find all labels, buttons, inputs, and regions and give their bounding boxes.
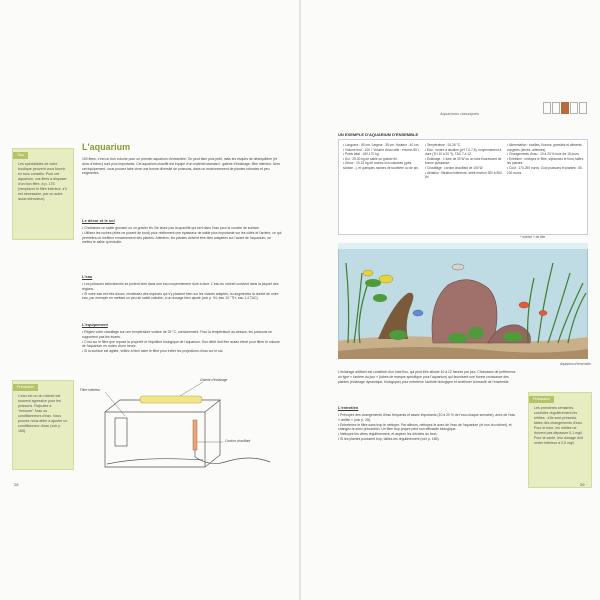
aquarium-illustration bbox=[338, 243, 588, 359]
decor-text: • Choisissez un sable grossier ou un gravier fin. Ne lavez pas la quantité qui sert dans l'eau pour la couche de surface. • Utilisez les roches (elles ne posent de bord) pour réellement une épaisseur de sable plus importante sur les côtés et l'arrière, ce qui permettra un meilleur enracinement des plantes. Attention, les plantes doivent être bien adaptées sur l'avant de l'aquarium, ne mettez le sable qu'ensuite. bbox=[82, 226, 282, 245]
intro-paragraph: 100 litres, c'est un bon volume pour un premier aquarium d'ensemble. On peut faire plus petit, mais les risques de déséquilibre (et donc d'échec) sont plus importants. Cet aquarium chauffé est équipé d'un matériel standard : galerie d'éclairage, filtre intérieur. Avec cet équipement, vous pouvez faire vivre une bonne diversité de poissons, dans un environnement de plantes robustes et peu exigeantes. bbox=[82, 157, 281, 176]
book-gutter bbox=[299, 0, 301, 600]
running-header: Aquariums classiques bbox=[440, 111, 479, 116]
sidebox-tag: Truc bbox=[13, 152, 28, 159]
subhead-decor: Le décor et le sol bbox=[82, 218, 115, 223]
example-title: UN EXEMPLE D'AQUARIUM D'ENSEMBLE bbox=[338, 132, 419, 137]
chapter-tabs bbox=[543, 102, 587, 114]
maintenance-text: • Prévoyez des changements d'eau fréquents et assez importants (10 à 20 % de l'eau chaque semaine), avec de l'eau « vieillie » (voir p. 28). • Entretenez le filtre sans trop le nettoyer. Par ailleurs, nettoyez-le avec de l'eau de l'aquarium (et non du robinet), et changez-le avec précaution. Un filtre trop propre perd son efficacité biologique. • Nettoyez les vitres régulièrement, et aspirez les déchets du fond. • Si les plantes poussent trop, taillez-les régulièrement (voir p. 165). bbox=[338, 413, 516, 441]
aquarium-sketch bbox=[85, 372, 285, 482]
example-box bbox=[338, 139, 588, 235]
label-filter: Filtre intérieur bbox=[80, 388, 101, 392]
aquarium-caption: Aquarium d'ensemble bbox=[560, 362, 591, 366]
eau-text: • Les poissons sélectionnés se portent bien dans une eau moyennement dure à dure. L'eau du robinet convient dans la plupart des régions. • Si votre eau est très douce, choisissez des espèces qui s'y plaisent bien sur les vivants adaptés, ou augmentez la dureté de votre eau, par exemple en mettant un peu de sable calcaire, à un dosage bien ajusté (voir p. 94, eau 10 °TH, eau 1,4 TAC). bbox=[82, 282, 279, 301]
example-col-2: • Température : 24-26 °C. • Eau : neutre à alcaline (pH 7,0-7,8), moyennement à dure (TH 10 à 20 °f), TAC 7 à 12. • Éclairage : 1 tube de 30 W ou un tube fluorescent de bonne puissance. • Chauffage : cordon chauffant de 100 W. • Aération : filtration intérieure, débit environ 300 à 500 l/h. bbox=[425, 143, 502, 180]
example-caption: * montre « de tôle bbox=[520, 235, 546, 239]
sidebox-tag: Précaution bbox=[13, 384, 38, 391]
section-title: L'aquarium bbox=[82, 142, 131, 152]
lighting-paragraph: L'éclairage artificiel est constitué d'un tube fluo, qui peut être allumé 10 à 12 heures par jour. Choisissez de préférence un type « lumière du jour » (tubes de marque spécifique pour l'aquarium) qui favorisent une bonne croissance des plantes (éclairage dynamique, biologique) pour entretenir l'activité biologique et améliorer la beauté de l'ensemble. bbox=[338, 370, 516, 384]
sidebox-text: Les spécialistes de votre boutique peuvent vous fournir en tous conseils. Pour cet aquarium, vos litres à disposer d'un bon filtre, à p. 178 (remplacer le filtre intérieur, s'il est nécessaire, par un autre aussi silencieux). bbox=[18, 162, 67, 201]
sidebox-precaution-right bbox=[528, 392, 592, 488]
sidebox-text: Les premières semaines, contrôlez régulièrement les nitrites : s'ils sont présents, faites des changements d'eau. Pour le tube, les nitrites ne doivent pas dépasser 0,1 mg/l. Pour la santé, leur dosage doit rester inférieur à 0,5 mg/l. bbox=[534, 406, 583, 445]
sidebox-text: L'eau est ou du robinet est souvent agressive pour les poissons. Rajoutez à "mesurer" l'eau ou conditionneurs d'eau. Vous pouvez nous aider à ajouter un conditionneur d'eau (voir p. 185). bbox=[18, 394, 68, 433]
example-col-1: • Longueur : 80 cm. Largeur : 35 cm. Hauteur : 40 cm. • Volume brut : 100 l. Volume d'eau utile : environ 85 l. • Poids total : 160-170 kg. • Sol : 25-30 kg de sable ou gravier fin. • Décor : 10-15 kg de roches non calcaires (grès, schiste...), et quelques racines de tourbière ou de pin. bbox=[343, 143, 420, 170]
subhead-entretien: L'entretien bbox=[338, 405, 359, 410]
subhead-equipement: L'équipement bbox=[82, 322, 108, 327]
sidebox-truc bbox=[12, 148, 74, 240]
light-tube bbox=[140, 396, 202, 403]
label-heater: Cordon chauffant bbox=[225, 439, 251, 443]
subhead-eau: L'eau bbox=[82, 274, 93, 279]
equipement-text: • Réglez votre chauffage sur une température voisine de 25 °C, constamment. Pour la température au-dessus, les poissons ne supportent pas les écarts. • C'est sur le filtre que repose la propreté et l'équilibre biologique de l'aquarium. Son débit doit être assez élevé pour filtrer le volume de l'aquarium en moins d'une heure. • Si la surface est agitée, veillez à bien caler le filtre pour éviter les projections d'eau sur le sol. bbox=[82, 330, 280, 354]
heater-cord bbox=[193, 420, 197, 450]
sidebox-precaution-left bbox=[12, 380, 74, 470]
page-number-left: 28 bbox=[14, 482, 19, 487]
label-light: Galerie d'éclairage bbox=[200, 378, 228, 382]
example-col-3: • Alimentation : écailles, flocons, granulés et aliments congelés (larves, artémies). • Changements d'eau : 10 à 20 % tous les 15 jours. • Entretien : nettoyez le filtre, siphonnez le fond, taillez les plantes. • Coût : 170-250 euros. Coût poissons et plantes : 80-100 euros. bbox=[507, 143, 584, 175]
page-number-right: 29 bbox=[580, 482, 585, 487]
sidebox-tag: Précaution bbox=[529, 396, 554, 403]
